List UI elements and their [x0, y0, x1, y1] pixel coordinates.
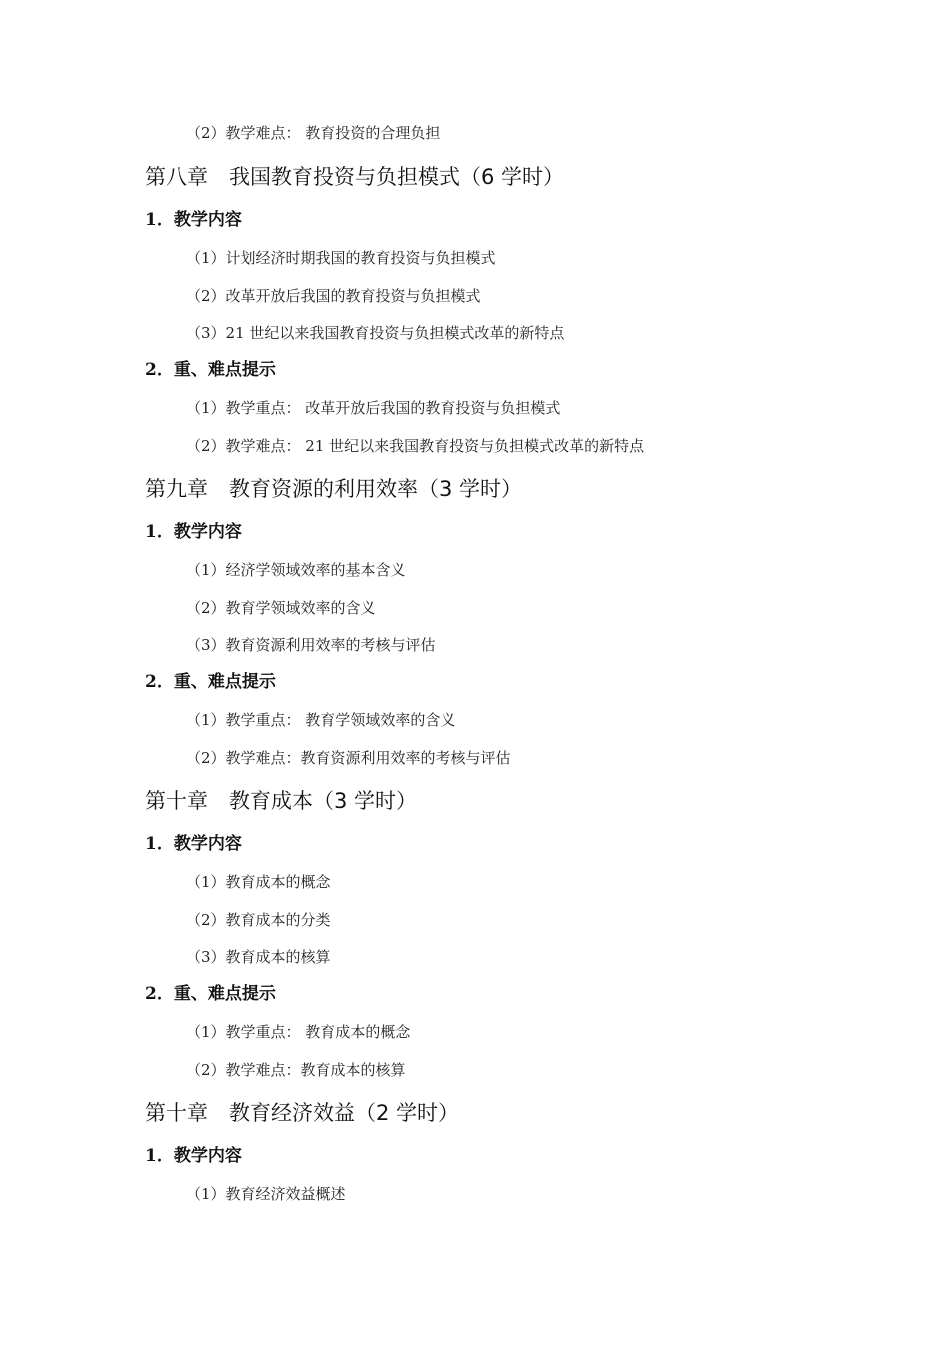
- section-heading: 2．重、难点提示: [145, 984, 276, 1004]
- item-line: （2）教育成本的分类: [186, 911, 331, 929]
- item-line: （1）教学重点： 教育学领域效率的含义: [186, 711, 456, 729]
- item-line: （3）教育成本的核算: [186, 948, 331, 966]
- chapter-heading: 第八章 我国教育投资与负担模式（6 学时）: [145, 165, 565, 189]
- item-line: （3）教育资源利用效率的考核与评估: [186, 636, 436, 654]
- item-line: （1）教学重点： 改革开放后我国的教育投资与负担模式: [186, 399, 561, 417]
- chapter-heading: 第十章 教育成本（3 学时）: [145, 789, 418, 813]
- item-line: （2）教学难点：教育成本的核算: [186, 1061, 406, 1079]
- item-line: （1）教育成本的概念: [186, 873, 331, 891]
- chapter-heading: 第十章 教育经济效益（2 学时）: [145, 1101, 460, 1125]
- item-line: （1）教育经济效益概述: [186, 1185, 346, 1203]
- section-heading: 1．教学内容: [145, 834, 242, 854]
- item-line: （2）教育学领域效率的含义: [186, 599, 376, 617]
- item-line: （1）计划经济时期我国的教育投资与负担模式: [186, 249, 496, 267]
- item-line: （2）教学难点： 21 世纪以来我国教育投资与负担模式改革的新特点: [186, 437, 645, 455]
- item-line: （1）经济学领域效率的基本含义: [186, 561, 406, 579]
- item-line: （3）21 世纪以来我国教育投资与负担模式改革的新特点: [186, 324, 565, 342]
- section-heading: 2．重、难点提示: [145, 360, 276, 380]
- chapter-heading: 第九章 教育资源的利用效率（3 学时）: [145, 477, 523, 501]
- section-heading: 2．重、难点提示: [145, 672, 276, 692]
- section-heading: 1．教学内容: [145, 1146, 242, 1166]
- item-line: （2）改革开放后我国的教育投资与负担模式: [186, 287, 481, 305]
- item-line: （1）教学重点： 教育成本的概念: [186, 1023, 411, 1041]
- section-heading: 1．教学内容: [145, 210, 242, 230]
- item-line: （2）教学难点：教育资源利用效率的考核与评估: [186, 749, 511, 767]
- section-heading: 1．教学内容: [145, 522, 242, 542]
- item-line: （2）教学难点： 教育投资的合理负担: [186, 124, 441, 142]
